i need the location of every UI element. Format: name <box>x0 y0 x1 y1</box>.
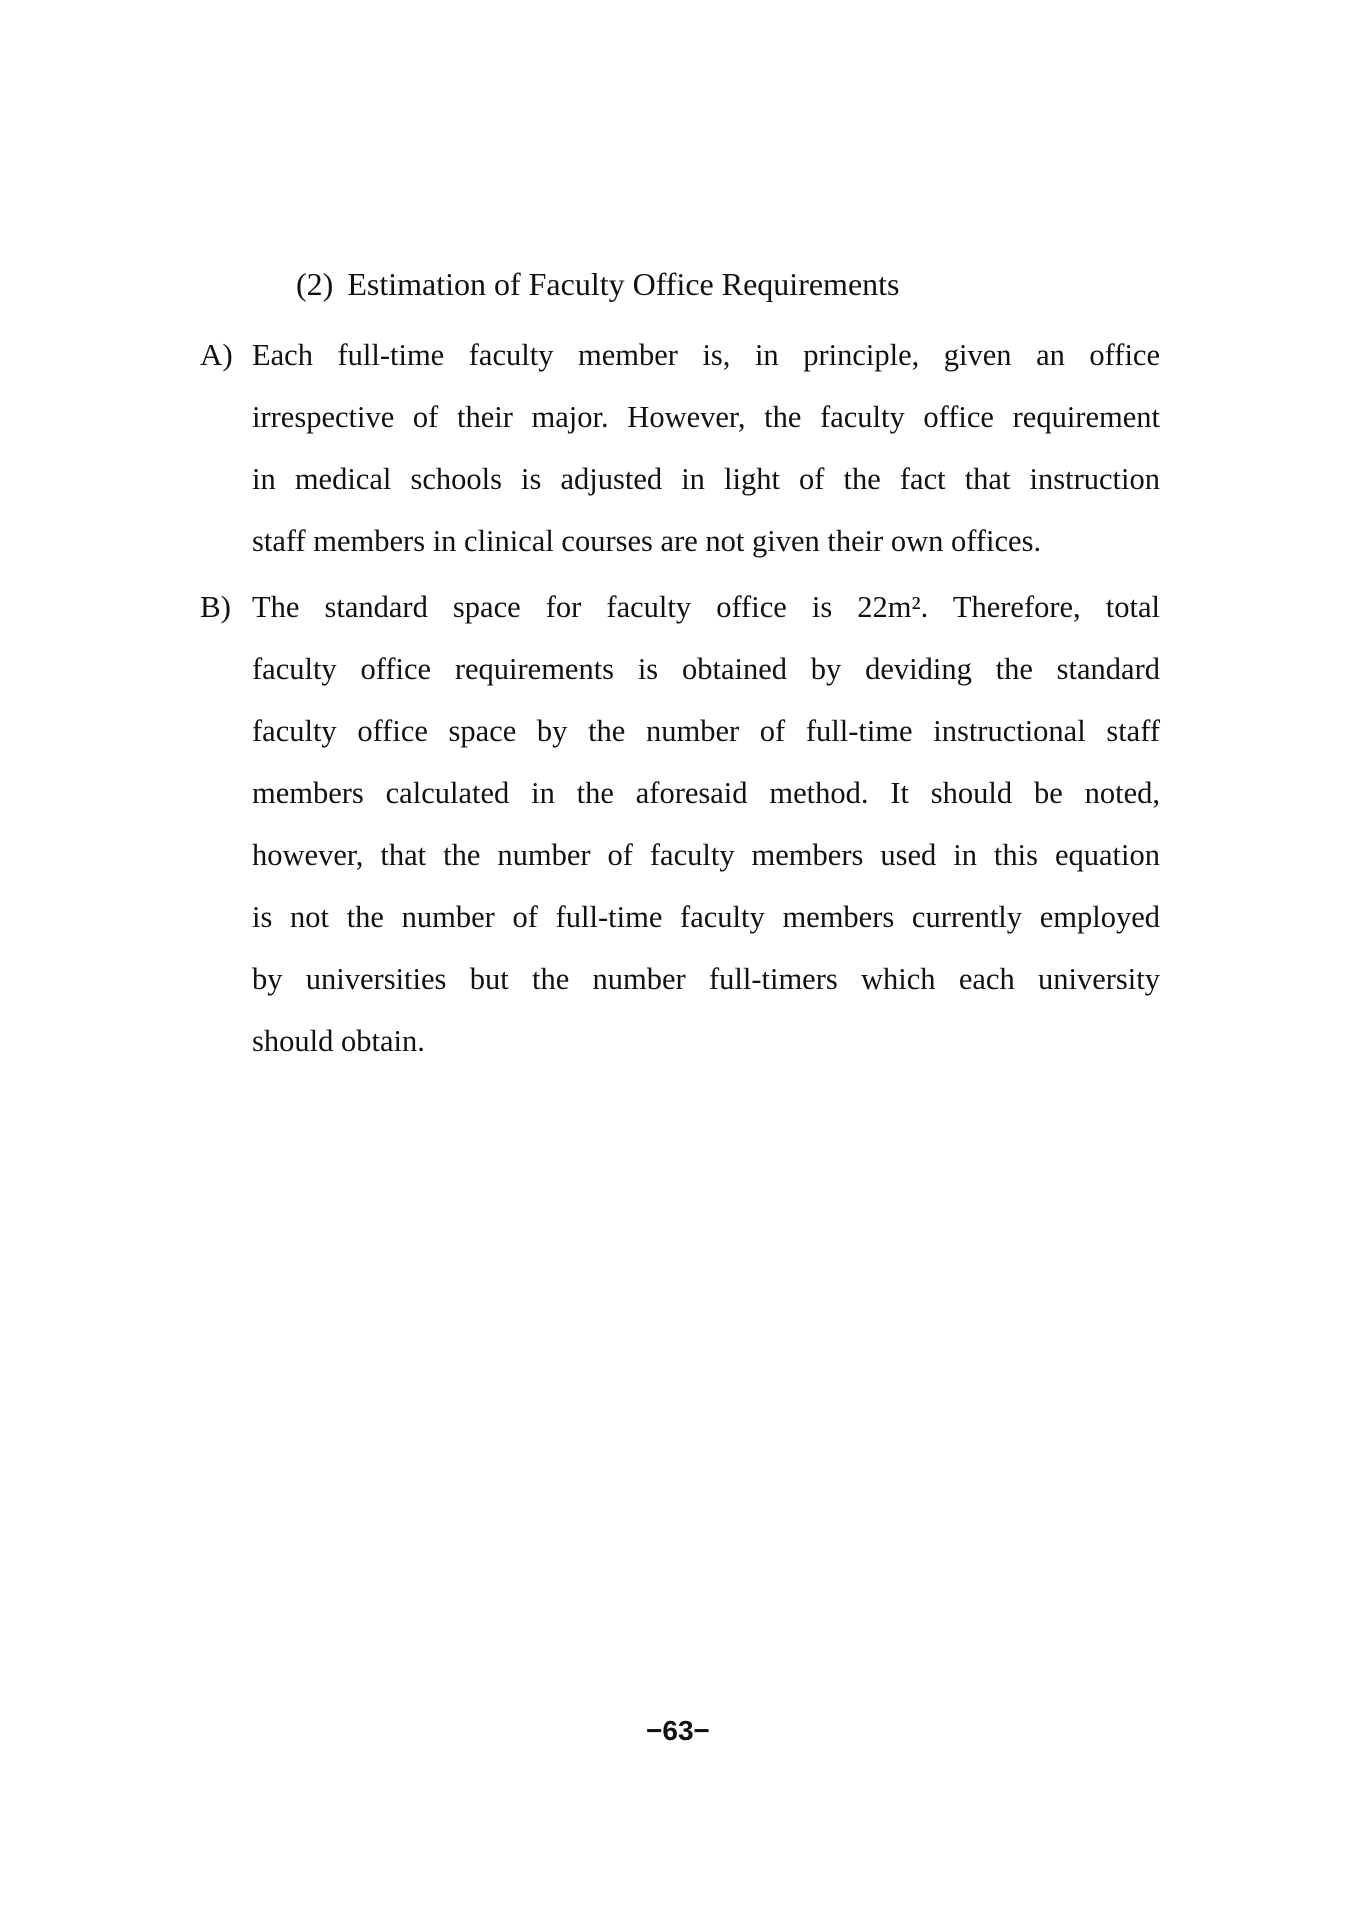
section-heading <box>296 262 899 306</box>
paragraph-line: staff members in clinical courses are not given their own offices. <box>252 524 1042 558</box>
page-number: −63− <box>646 1715 710 1746</box>
paragraph-line: members calculated in the aforesaid method. It should be noted, <box>252 776 1160 810</box>
paragraph-marker: A) <box>200 337 233 372</box>
paragraph-marker: B) <box>200 589 231 624</box>
paragraph-line: faculty office requirements is obtained by deviding the standard <box>252 652 1160 686</box>
paragraph-b <box>200 585 1160 1081</box>
paragraph-line: should obtain. <box>252 1024 425 1058</box>
section-title: Estimation of Faculty Office Requirements <box>347 266 900 302</box>
paragraph-line: is not the number of full-time faculty members currently employed <box>252 900 1160 934</box>
paragraph-line: irrespective of their major. However, the faculty office requirement <box>252 400 1160 434</box>
paragraph-line: Each full-time faculty member is, in principle, given an office <box>252 338 1160 372</box>
paragraph-a <box>200 333 1160 581</box>
paragraph-line: by universities but the number full-timers which each university <box>252 962 1160 996</box>
paragraph-line: in medical schools is adjusted in light of the fact that instruction <box>252 462 1160 496</box>
paragraph-line: faculty office space by the number of full-time instructional staff <box>252 714 1160 748</box>
paragraph-line: however, that the number of faculty members used in this equation <box>252 838 1160 872</box>
section-number: (2) <box>296 266 334 302</box>
paragraph-line: The standard space for faculty office is 22m². Therefore, total <box>252 590 1160 624</box>
